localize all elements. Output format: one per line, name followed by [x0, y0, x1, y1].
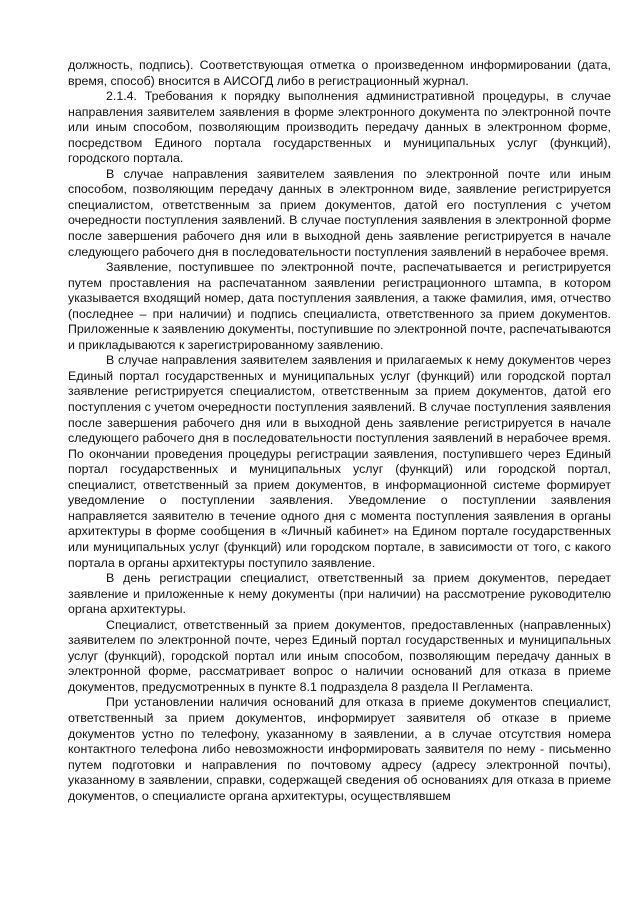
paragraph-4: Заявление, поступившее по электронной почте, распечатывается и регистрируется путем проставления на распечатанном заявлении регистрационного штампа, в котором указывается входящий номер, дата поступления заявления, а также фамилия, имя, отчество (последнее – при наличии) и подпись специалиста, ответственного за прием документов. Приложенные к заявлению документы, поступившие по электронной почте, распечатываются и прикладываются к зарегистрированному заявлению.: [68, 260, 611, 352]
paragraph-5: В случае направления заявителем заявления и прилагаемых к нему документов через Единый портал государственных и муниципальных услуг (функций) или городской портал заявление регистрируется специалистом, ответственным за прием документов, датой его поступления с учетом очередности поступления заявлений. В случае поступления заявления после завершения рабочего дня или в выходной день заявление регистрируется в начале следующего рабочего дня в последовательности поступления заявлений в нерабочее время. По окончании проведения процедуры регистрации заявления, поступившего через Единый портал государственных и муниципальных услуг (функций) или городской портал, специалист, ответственный за прием документов, в информационной системе формирует уведомление о поступлении заявления. Уведомление о поступлении заявления направляется заявителю в течение одного дня с момента поступления заявления в органы архитектуры в форме сообщения в «Личный кабинет» на Едином портале государственных или муниципальных услуг (функций) или городском портале, в зависимости от того, с какого портала в органы архитектуры поступило заявление.: [68, 353, 611, 570]
paragraph-6: В день регистрации специалист, ответственный за прием документов, передает заявление и приложенные к нему документы (при наличии) на рассмотрение руководителю органа архитектуры.: [68, 571, 611, 617]
paragraph-1: должность, подпись). Соответствующая отметка о произведенном информировании (дата, время, способ) вносится в АИСОГД либо в регистрационный журнал.: [68, 58, 611, 88]
paragraph-8: При установлении наличия оснований для отказа в приеме документов специалист, ответственный за прием документов, информирует заявителя об отказе в приеме документов устно по телефону, указанному в заявлении, а в случае отсутствия номера контактного телефона либо невозможности информировать заявителя по нему - письменно путем подготовки и направления по почтовому адресу (адресу электронной почты), указанному в заявлении, справки, содержащей сведения об основаниях для отказа в приеме документов, о специалисте органа архитектуры, осуществлявшем: [68, 695, 611, 803]
document-page: [68, 58, 611, 804]
paragraph-7: Специалист, ответственный за прием документов, предоставленных (направленных) заявителем по электронной почте, через Единый портал государственных и муниципальных услуг (функций), городской портал или иным способом, позволяющим передачу данных в электронной форме, рассматривает вопрос о наличии оснований для отказа в приеме документов, предусмотренных в пункте 8.1 подраздела 8 раздела II Регламента.: [68, 617, 611, 694]
paragraph-3: В случае направления заявителем заявления по электронной почте или иным способом, позволяющим передачу данных в электронном виде, заявление регистрируется специалистом, ответственным за прием документов, датой его поступления с учетом очередности поступления заявлений. В случае поступления заявления в электронной форме после завершения рабочего дня или в выходной день заявление регистрируется в начале следующего рабочего дня в последовательности поступления заявлений в нерабочее время.: [68, 166, 611, 259]
paragraph-2: 2.1.4. Требования к порядку выполнения административной процедуры, в случае направления заявителем заявления в форме электронного документа по электронной почте или иным способом, позволяющим производить передачу данных в электронном форме, посредством Единого портала государственных и муниципальных услуг (функций), городского портала.: [68, 89, 611, 166]
